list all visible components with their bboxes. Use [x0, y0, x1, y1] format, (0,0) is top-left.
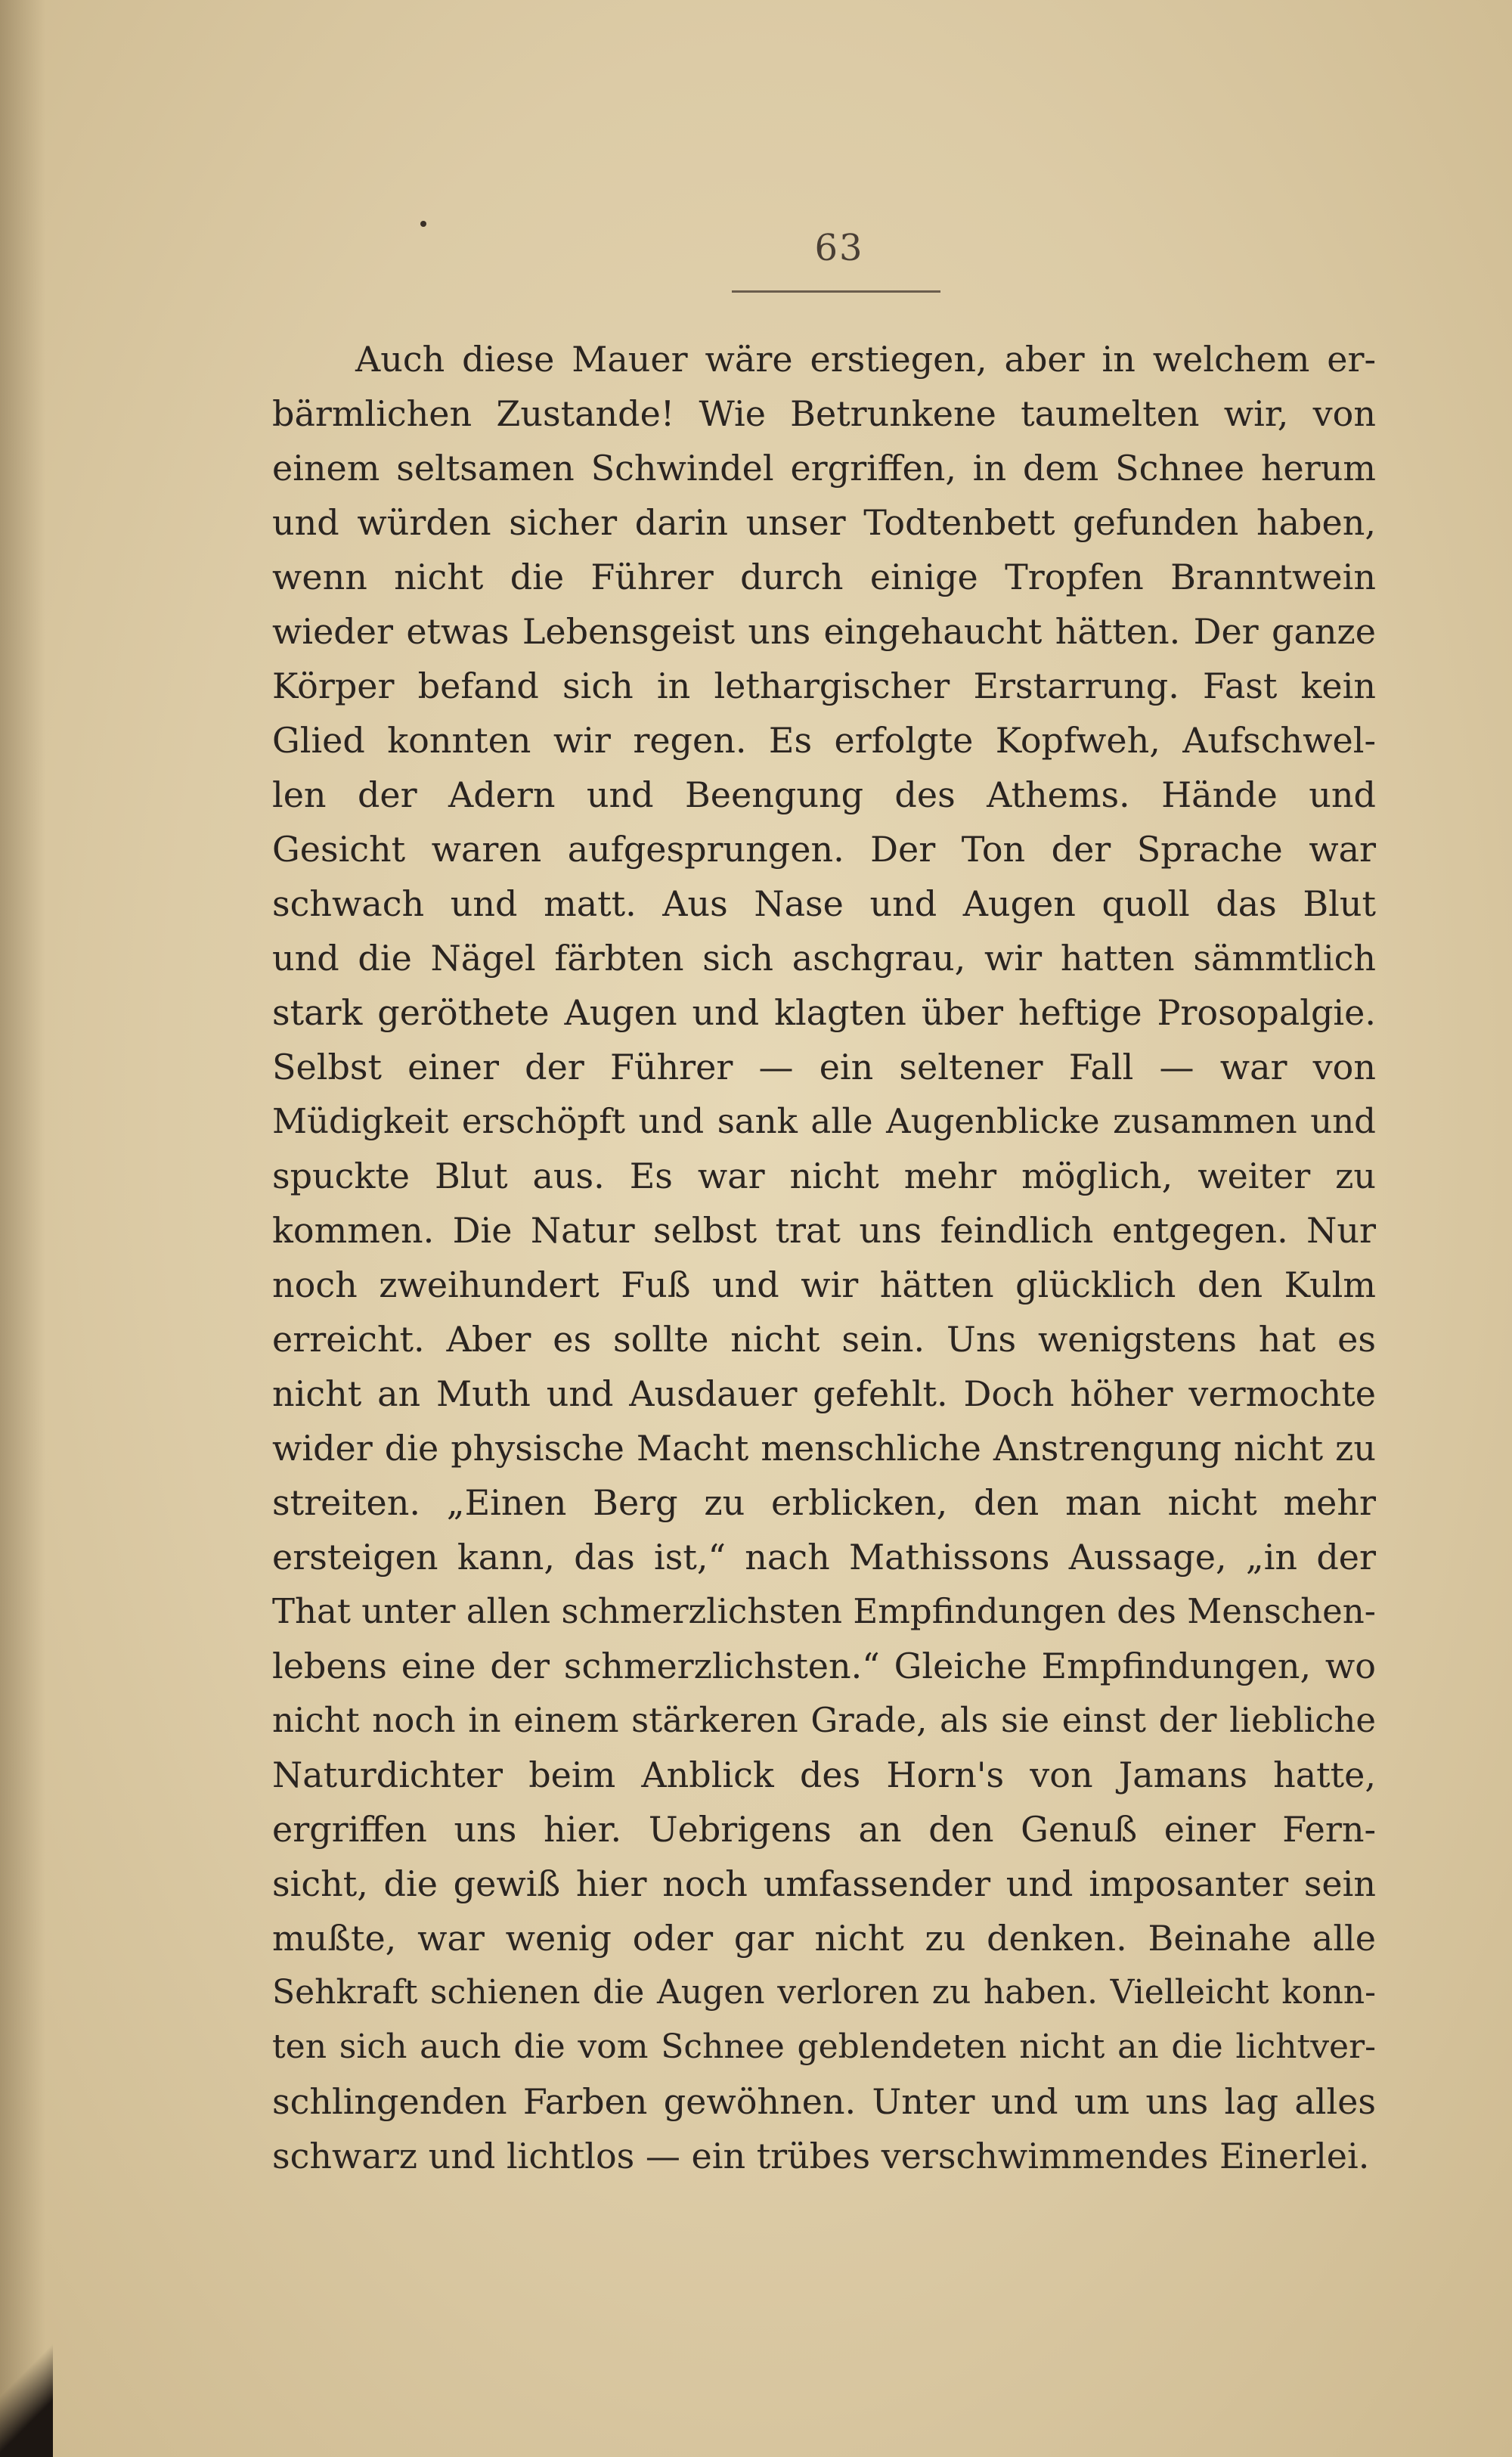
text-line: schwarz und lichtlos — ein trübes verschwimmendes Einerlei.	[272, 2136, 1370, 2176]
text-line: einem seltsamen Schwindel ergriffen, in dem Schnee herum	[272, 448, 1376, 489]
text-line: und die Nägel färbten sich aschgrau, wir hatten sämmtlich	[272, 938, 1376, 979]
text-line: wieder etwas Lebensgeist uns eingehaucht hätten. Der ganze	[272, 611, 1376, 652]
text-line: bärmlichen Zustande! Wie Betrunkene taumelten wir, von	[272, 393, 1376, 434]
text-line: lebens eine der schmerzlichsten.“ Gleiche Empfindungen, wo	[272, 1646, 1376, 1686]
text-line: That unter allen schmerzlichsten Empfindungen des Menschen-	[272, 1591, 1376, 1631]
ink-speck	[420, 221, 426, 227]
text-line: wider die physische Macht menschliche Anstrengung nicht zu	[272, 1428, 1376, 1469]
page-corner-shadow	[0, 2321, 53, 2457]
text-line: Naturdichter beim Anblick des Horn's von Jamans hatte,	[272, 1754, 1376, 1795]
text-line: sicht, die gewiß hier noch umfassender und imposanter sein	[272, 1863, 1376, 1904]
text-line: Körper befand sich in lethargischer Erstarrung. Fast kein	[272, 665, 1376, 706]
text-line: stark geröthete Augen und klagten über heftige Prosopalgie.	[272, 992, 1376, 1033]
text-line: schwach und matt. Aus Nase und Augen quoll das Blut	[272, 883, 1376, 924]
header-rule	[732, 290, 940, 293]
text-line: ergriffen uns hier. Uebrigens an den Genuß einer Fern-	[272, 1809, 1376, 1850]
page-number: 63	[814, 227, 864, 269]
text-line: nicht an Muth und Ausdauer gefehlt. Doch höher vermochte	[272, 1373, 1376, 1414]
text-line: Gesicht waren aufgesprungen. Der Ton der Sprache war	[272, 829, 1376, 870]
text-line: noch zweihundert Fuß und wir hätten glücklich den Kulm	[272, 1264, 1376, 1305]
text-line: spuckte Blut aus. Es war nicht mehr möglich, weiter zu	[272, 1156, 1376, 1196]
text-line: und würden sicher darin unser Todtenbett gefunden haben,	[272, 502, 1376, 543]
text-line: Auch diese Mauer wäre erstiegen, aber in welchem er-	[355, 339, 1376, 380]
text-line: wenn nicht die Führer durch einige Tropfen Branntwein	[272, 557, 1376, 597]
text-line: len der Adern und Beengung des Athems. Hände und	[272, 774, 1376, 815]
text-line: Sehkraft schienen die Augen verloren zu haben. Vielleicht konn-	[272, 1973, 1376, 2012]
text-line: ersteigen kann, das ist,“ nach Mathissons Aussage, „in der	[272, 1537, 1376, 1578]
binding-shadow	[0, 0, 45, 2457]
text-line: streiten. „Einen Berg zu erblicken, den man nicht mehr	[272, 1482, 1376, 1523]
text-line: kommen. Die Natur selbst trat uns feindlich entgegen. Nur	[272, 1210, 1376, 1251]
text-line: Glied konnten wir regen. Es erfolgte Kopfweh, Aufschwel-	[272, 720, 1376, 761]
text-line: ten sich auch die vom Schnee geblendeten nicht an die lichtver-	[272, 2027, 1376, 2066]
text-line: Selbst einer der Führer — ein seltener Fall — war von	[272, 1047, 1376, 1087]
text-line: mußte, war wenig oder gar nicht zu denken. Beinahe alle	[272, 1918, 1376, 1959]
text-line: erreicht. Aber es sollte nicht sein. Uns wenigstens hat es	[272, 1319, 1376, 1360]
text-line: nicht noch in einem stärkeren Grade, als sie einst der liebliche	[272, 1700, 1376, 1740]
text-line: schlingenden Farben gewöhnen. Unter und um uns lag alles	[272, 2081, 1376, 2122]
text-line: Müdigkeit erschöpft und sank alle Augenblicke zusammen und	[272, 1101, 1376, 1141]
